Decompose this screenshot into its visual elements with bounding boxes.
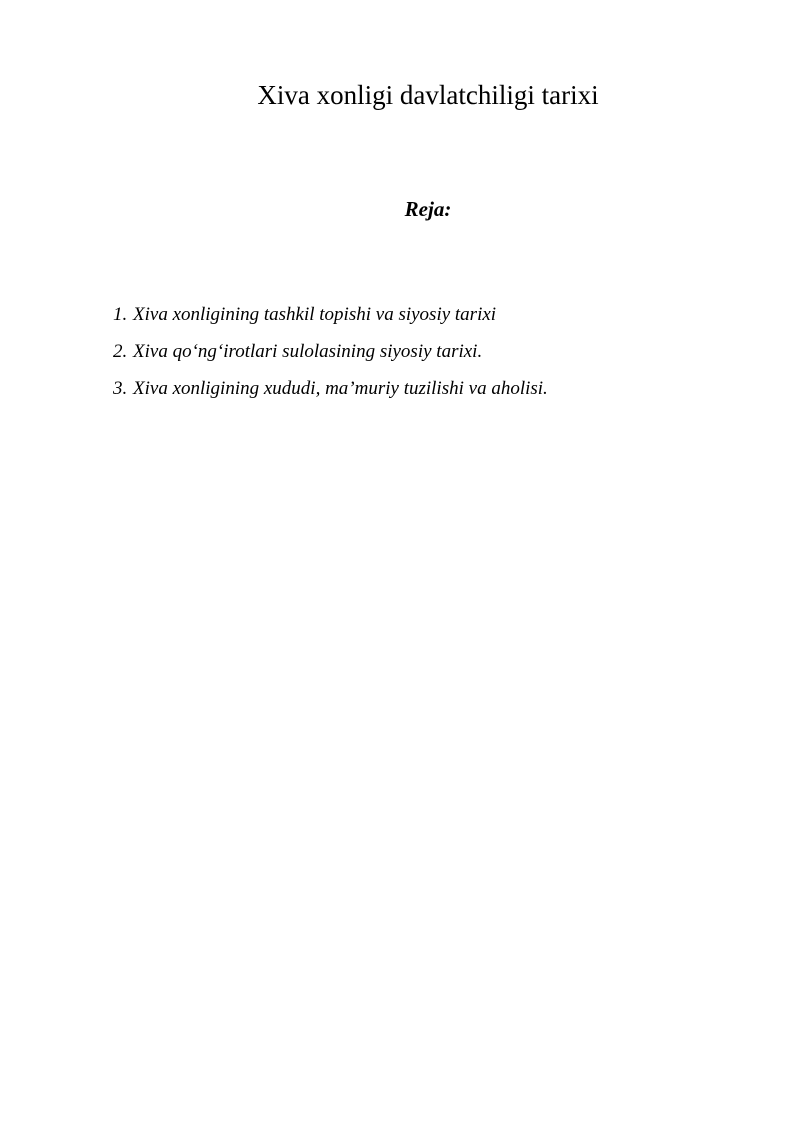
plan-heading: Reja: [404,197,452,221]
plan-list [113,302,548,413]
plan-item-number: 3. [113,378,128,399]
plan-item-2 [113,339,548,364]
plan-item-1 [113,302,548,327]
plan-item-text: Xiva xonligining tashkil topishi va siyosiy tarixi [133,304,497,325]
document-title: Xiva xonligi davlatchiligi tarixi [257,80,599,110]
plan-item-number: 2. [113,341,128,362]
plan-item-text: Xiva qo‘ng‘irotlari sulolasining siyosiy tarixi. [133,341,483,362]
plan-item-number: 1. [113,304,128,325]
plan-item-3 [113,376,548,401]
plan-item-text: Xiva xonligining xududi, ma’muriy tuzilishi va aholisi. [133,378,548,399]
